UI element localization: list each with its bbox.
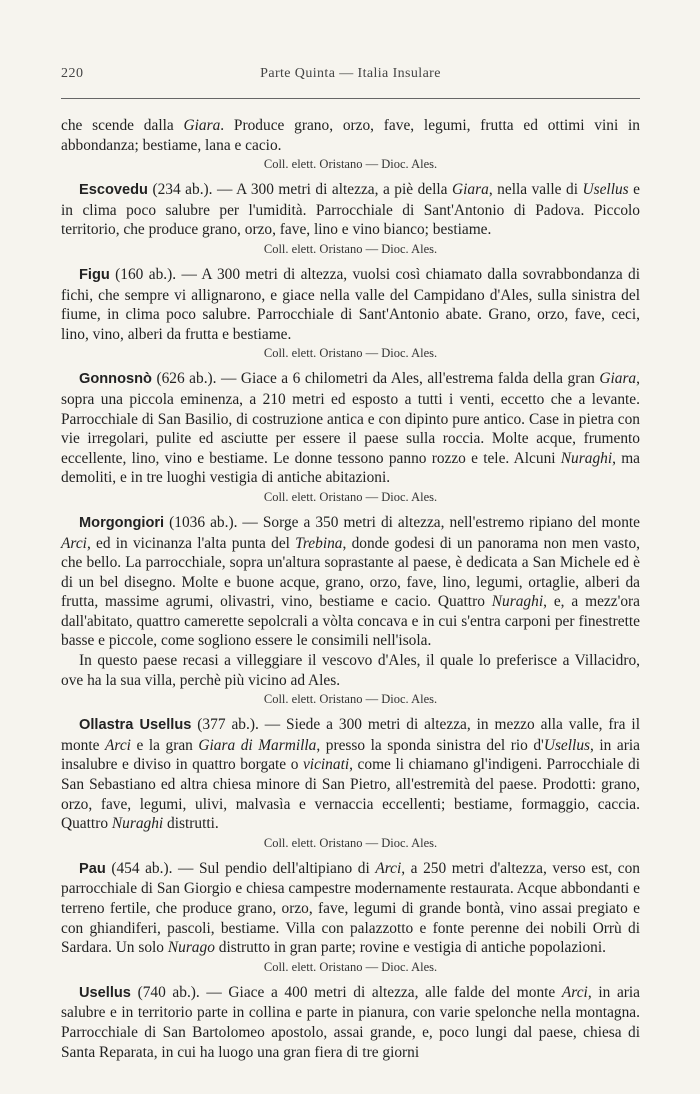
text-run: (454 ab.). — Sul pendio dell'altipiano di	[105, 859, 376, 877]
entry-text	[61, 715, 640, 834]
text-run: e in clima poco salubre per l'umidità. Parrocchiale di Sant'Antonio di Padova. Piccolo territorio, che produce grano, orzo, fave, lino e vino bianco; bestiame.	[61, 181, 641, 239]
text-run: (234 ab.). — A 300 metri di altezza, a piè della	[147, 181, 453, 199]
electoral-diocese-note: Coll. elett. Oristano — Dioc. Ales.	[263, 959, 438, 974]
place-name: Usellus	[79, 984, 131, 1001]
entry-text	[61, 180, 640, 240]
italic-term: Nuraghi	[491, 593, 544, 611]
text-run: distrutti.	[163, 815, 219, 833]
text-run: (740 ab.). — Giace a 400 metri di altezza, alle falde del monte	[130, 983, 562, 1001]
text-run: che scende dalla	[61, 117, 184, 134]
gazetteer-entry	[61, 369, 640, 506]
running-title: Parte Quinta — Italia Insulare	[260, 66, 441, 81]
text-run: distrutto in gran parte; rovine e vestigia di antiche popolazioni.	[214, 939, 606, 957]
place-name: Morgongiori	[79, 514, 165, 531]
electoral-diocese-note: Coll. elett. Oristano — Dioc. Ales.	[263, 489, 438, 504]
text-run: , a 250 metri d'altezza, verso est, con parrocchiale di San Giorgio e chiesa campestre modernamente restaurata. Acque abbondanti e terreno fertile, che produce grano, orzo, fave, legumi di grande bontà, vino assai pregiato e con ghiandiferi, pascoli, bestiame. Villa con palazzotto e fonte perenne dei nobili Orrù di Sardara. Un solo	[61, 859, 640, 957]
text-run: (1036 ab.). — Sorge a 350 metri di altezza, nell'estremo ripiano del monte	[164, 513, 640, 531]
italic-term: Arci	[561, 983, 588, 1001]
entry-text	[61, 513, 640, 651]
gazetteer-entry	[61, 983, 640, 1062]
place-name: Escovedu	[79, 182, 148, 199]
text-run: (626 ab.). — Giace a 6 chilometri da Ales, all'estrema falda della gran	[151, 370, 600, 388]
text-run: , in aria salubre e in territorio parte in collina e parte in pianura, con varie spelonche nella montagna. Parrocchiale di San Bartolomeo apostolo, assai grande, e, poco lungi dal paese, chiesa di Santa Reparata, in cui ha luogo una gran fiera di tre giorni	[61, 983, 641, 1061]
electoral-diocese-note: Coll. elett. Oristano — Dioc. Ales.	[263, 346, 438, 361]
text-run: , donde godesi di un panorama non men vasto, che bello. La parrocchiale, sopra un'altura soprastante al paese, è dedicata a San Michele ed è di un bel disegno. Molte e buone acque, grano, orzo, fave, lino, legumi, ortaglie, alberi da frutta, massime agrumi, olivastri, vino, bestiame e cacio. Quattro	[61, 534, 640, 611]
italic-term: Giara	[183, 117, 221, 134]
place-name: Gonnosnò	[79, 371, 152, 388]
italic-term: Arci	[61, 534, 87, 552]
text-run: , come li chiamano gl'indigeni. Parrocchiale di San Sebastiano ed altra chiesa minore di San Pietro, all'estremità del paese. Prodotti: grano, orzo, fave, legumi, ulivi, malvasìa e vernaccia eccellenti; bestiame, formaggio, caccia. Quattro	[61, 756, 640, 833]
entry-text	[61, 983, 640, 1062]
italic-term: Nurago	[167, 939, 215, 957]
place-name: Figu	[79, 266, 110, 283]
gazetteer-entry	[61, 513, 640, 708]
italic-term: Giara di Marmilla	[198, 736, 317, 754]
entry-text	[61, 859, 640, 958]
text-run: . Produce grano, orzo, fave, legumi, frutta ed ottimi vini in abbondanza; bestiame, lana e cacio.	[61, 117, 641, 154]
italic-term: Giara	[452, 181, 489, 199]
text-run: , nella valle di	[488, 181, 583, 199]
header-rule	[61, 98, 640, 99]
text-run: e la gran	[130, 736, 199, 754]
gazetteer-entry	[61, 859, 640, 976]
entry-paragraph: In questo paese recasi a villeggiare il vescovo d'Ales, il quale lo preferisce a Villacidro, ove ha la sua villa, perchè più vicino ad Ales.	[61, 652, 640, 689]
electoral-diocese-note: Coll. elett. Oristano — Dioc. Ales.	[263, 157, 438, 172]
italic-term: Arci	[375, 859, 402, 877]
gazetteer-entry	[61, 116, 640, 173]
italic-term: vicinati	[302, 756, 350, 774]
place-name: Ollastra Usellus	[79, 717, 192, 734]
italic-term: Giara	[599, 370, 637, 388]
gazetteer-entry	[61, 715, 640, 852]
text-run: , ed in vicinanza l'alta punta del	[86, 534, 296, 552]
italic-term: Usellus	[543, 736, 591, 754]
page-header	[61, 66, 640, 86]
electoral-diocese-note: Coll. elett. Oristano — Dioc. Ales.	[263, 835, 438, 850]
entry-text	[61, 369, 640, 488]
italic-term: Trebina	[295, 534, 343, 552]
text-run: , presso la sponda sinistra del rio d'	[316, 736, 544, 754]
electoral-diocese-note: Coll. elett. Oristano — Dioc. Ales.	[263, 241, 438, 256]
electoral-diocese-note: Coll. elett. Oristano — Dioc. Ales.	[263, 692, 438, 707]
page-number: 220	[61, 66, 84, 81]
text-run: (160 ab.). — A 300 metri di altezza, vuolsi così chiamato dalla sovrabbondanza di fichi, che sempre vi allignarono, e giace nella valle del Campidano d'Ales, sulla sinistra del fiume, in clima poco salubre. Parrocchiale di Sant'Antonio abate. Grano, orzo, fave, ceci, lino, vino, alberi da frutta e bestiame.	[61, 265, 640, 343]
entry-text	[61, 116, 640, 155]
italic-term: Arci	[105, 736, 131, 754]
text-run: , e, a mezz'ora dall'abitato, quattro camerette sepolcrali a vòlta concava e in cui s'entra carponi per finestrette basse e piccole, come sogliono essere le consimili nell'isola.	[61, 593, 640, 650]
italic-term: Nuraghi	[560, 449, 613, 467]
gazetteer-entry	[61, 265, 640, 362]
text-run: (377 ab.). — Siede a 300 metri di altezza, in mezzo alla valle, fra il monte	[61, 716, 640, 754]
text-run: , sopra una piccola eminenza, a 210 metri ed esposto a tutti i venti, eccetto che a levante. Parrocchiale di San Basilio, di costruzione antica e con dipinto pure antico. Case in pietra con vie irregolari, pulite ed asciutte per essere il paese sulla roccia. Molte acque, frumento eccellente, lino, vino e bestiame. Le donne tessono panno rozzo e tele. Alcuni	[61, 370, 640, 467]
text-run: , ma demoliti, e in tre luoghi vestigia di antiche abitazioni.	[61, 449, 641, 487]
gazetteer-entry	[61, 180, 640, 258]
place-name: Pau	[79, 860, 106, 877]
text-run: , in aria insalubre e diviso in quattro borgate o	[61, 736, 640, 774]
entry-text	[61, 265, 640, 344]
page-body	[61, 116, 640, 1069]
italic-term: Nuraghi	[111, 815, 164, 833]
italic-term: Usellus	[582, 181, 629, 199]
